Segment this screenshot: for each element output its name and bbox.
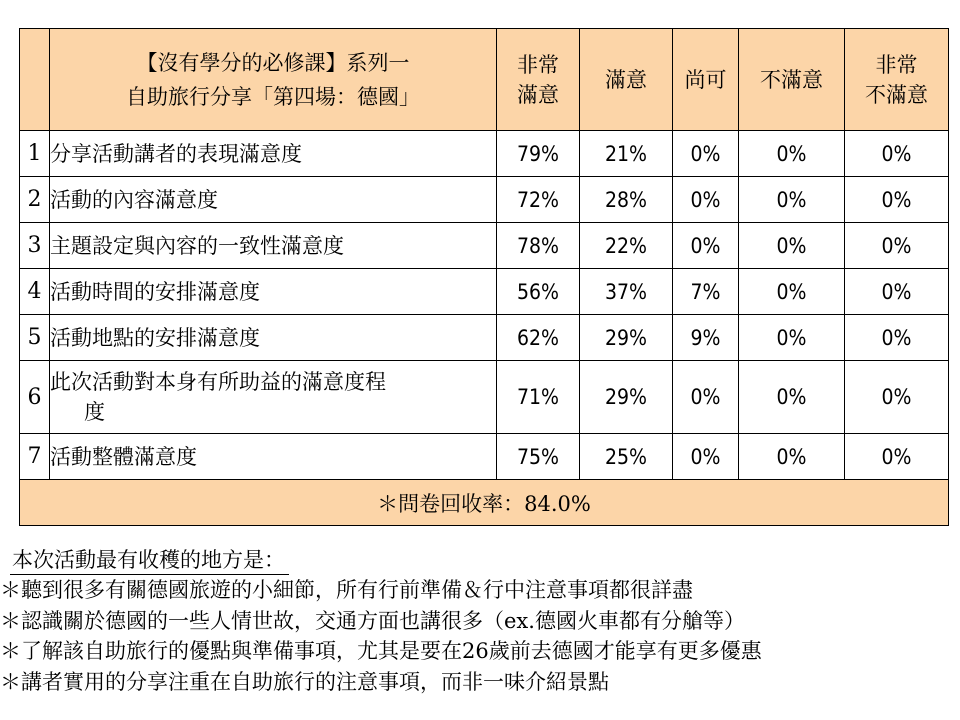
row-number: 5 bbox=[20, 315, 50, 361]
list-item: ＊聽到很多有關德國旅遊的小細節，所有行前準備＆行中注意事項都很詳盡 bbox=[0, 578, 693, 602]
value-very-dissatisfied: 0% bbox=[845, 177, 949, 223]
notes-heading: 本次活動最有收穫的地方是： bbox=[10, 546, 289, 575]
notes-section bbox=[0, 546, 960, 697]
value-fair: 0% bbox=[673, 361, 739, 434]
row-item-line1: 此次活動對本身有所助益的滿意度程 bbox=[50, 370, 386, 394]
value-satisfied: 28% bbox=[580, 177, 673, 223]
value-very-satisfied: 72% bbox=[497, 177, 580, 223]
value-very-satisfied: 62% bbox=[497, 315, 580, 361]
value-very-dissatisfied: 0% bbox=[845, 223, 949, 269]
value-fair: 9% bbox=[673, 315, 739, 361]
value-fair: 0% bbox=[673, 223, 739, 269]
table-row bbox=[20, 434, 949, 480]
row-item bbox=[50, 361, 497, 434]
row-number: 3 bbox=[20, 223, 50, 269]
value-satisfied: 29% bbox=[580, 315, 673, 361]
row-item: 活動的內容滿意度 bbox=[50, 177, 497, 223]
row-item: 主題設定與內容的一致性滿意度 bbox=[50, 223, 497, 269]
row-number: 6 bbox=[20, 361, 50, 434]
response-rate-row bbox=[20, 480, 949, 526]
value-very-satisfied: 56% bbox=[497, 269, 580, 315]
value-very-dissatisfied: 0% bbox=[845, 269, 949, 315]
value-very-satisfied: 71% bbox=[497, 361, 580, 434]
value-satisfied: 29% bbox=[580, 361, 673, 434]
column-header-dissatisfied: 不滿意 bbox=[739, 29, 845, 131]
table-row bbox=[20, 269, 949, 315]
value-fair: 0% bbox=[673, 131, 739, 177]
value-satisfied: 21% bbox=[580, 131, 673, 177]
value-fair: 0% bbox=[673, 434, 739, 480]
value-dissatisfied: 0% bbox=[739, 223, 845, 269]
row-number: 2 bbox=[20, 177, 50, 223]
value-very-satisfied: 75% bbox=[497, 434, 580, 480]
list-item: ＊認識關於德國的一些人情世故，交通方面也講很多（ex.德國火車都有分艙等） bbox=[0, 608, 745, 633]
table-title-line2: 自助旅行分享「第四場：德國」 bbox=[126, 84, 420, 109]
value-very-dissatisfied: 0% bbox=[845, 315, 949, 361]
row-item-line2: 度 bbox=[84, 400, 105, 424]
value-dissatisfied: 0% bbox=[739, 315, 845, 361]
value-satisfied: 22% bbox=[580, 223, 673, 269]
value-dissatisfied: 0% bbox=[739, 269, 845, 315]
value-very-dissatisfied: 0% bbox=[845, 434, 949, 480]
column-header-fair: 尚可 bbox=[673, 29, 739, 131]
header-row bbox=[20, 29, 949, 131]
row-number: 7 bbox=[20, 434, 50, 480]
list-item: ＊講者實用的分享注重在自助旅行的注意事項，而非一味介紹景點 bbox=[0, 669, 609, 694]
column-header-very-dissatisfied: 非常 不滿意 bbox=[845, 29, 949, 131]
value-very-dissatisfied: 0% bbox=[845, 131, 949, 177]
value-dissatisfied: 0% bbox=[739, 177, 845, 223]
value-dissatisfied: 0% bbox=[739, 131, 845, 177]
table-row bbox=[20, 131, 949, 177]
list-item: ＊了解該自助旅行的優點與準備事項，尤其是要在26歲前去德國才能享有更多優惠 bbox=[0, 639, 762, 663]
value-very-satisfied: 78% bbox=[497, 223, 580, 269]
value-very-dissatisfied: 0% bbox=[845, 361, 949, 434]
index-header-cell bbox=[20, 29, 50, 131]
row-item: 活動整體滿意度 bbox=[50, 434, 497, 480]
value-satisfied: 25% bbox=[580, 434, 673, 480]
row-number: 4 bbox=[20, 269, 50, 315]
table-title-line1: 【沒有學分的必修課】系列一 bbox=[136, 50, 410, 75]
row-item: 分享活動講者的表現滿意度 bbox=[50, 131, 497, 177]
table-row bbox=[20, 223, 949, 269]
notes-list bbox=[0, 575, 960, 697]
satisfaction-table bbox=[19, 28, 949, 526]
table-row bbox=[20, 177, 949, 223]
value-very-satisfied: 79% bbox=[497, 131, 580, 177]
value-dissatisfied: 0% bbox=[739, 434, 845, 480]
row-item: 活動時間的安排滿意度 bbox=[50, 269, 497, 315]
column-header-very-satisfied: 非常 滿意 bbox=[497, 29, 580, 131]
value-dissatisfied: 0% bbox=[739, 361, 845, 434]
table-row bbox=[20, 361, 949, 434]
column-header-satisfied: 滿意 bbox=[580, 29, 673, 131]
row-number: 1 bbox=[20, 131, 50, 177]
response-rate: ＊問卷回收率：84.0% bbox=[20, 480, 949, 526]
value-fair: 7% bbox=[673, 269, 739, 315]
table-title bbox=[50, 29, 497, 131]
value-satisfied: 37% bbox=[580, 269, 673, 315]
table-row bbox=[20, 315, 949, 361]
row-item: 活動地點的安排滿意度 bbox=[50, 315, 497, 361]
value-fair: 0% bbox=[673, 177, 739, 223]
